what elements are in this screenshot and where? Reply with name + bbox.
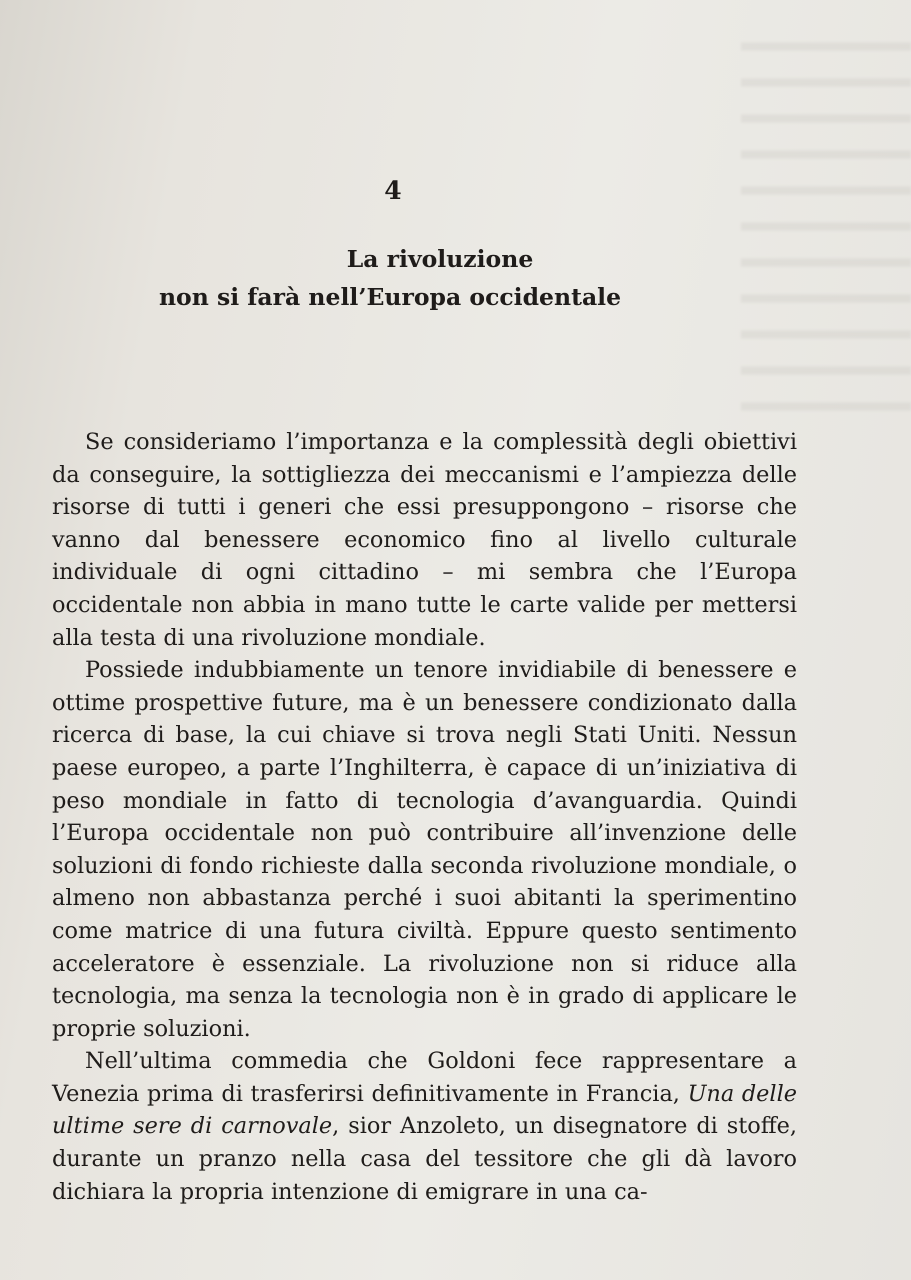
paragraph-2: Possiede indubbiamente un tenore invidiabile di benessere e ottime prospettive future, ma è un benessere condizionato dalla ricerca di base, la cui chiave si trova negli Stati Uniti. Nessun paese europeo, a parte l’Inghilterra, è capace di un’iniziativa di peso mondiale in fatto di tecnologia d’avanguardia. Quindi l’Europa occidentale non può contribuire all’invenzione delle soluzioni di fondo richieste dalla seconda rivoluzione mondiale, o almeno non abbastanza perché i suoi abitanti la sperimentino come matrice di una futura civiltà. Eppure questo sentimento acceleratore è essenziale. La rivoluzione non si riduce alla tecnologia, ma senza la tecnologia non è in grado di applicare le proprie soluzioni. — [52, 657, 797, 1042]
chapter-title-line-2: non si farà nell’Europa occidentale — [158, 283, 622, 311]
paragraph-3-end: , sior Anzoleto, un disegnatore di stoffe, durante un pranzo nella casa del tessitore che gli dà lavoro dichiara la propria intenzione di emigrare in una ca- — [52, 1113, 797, 1205]
chapter-number: 4 — [384, 176, 402, 205]
paragraph-3-start: Nell’ultima commedia che Goldoni fece rappresentare a Venezia prima di trasferirsi definitivamente in Francia, — [52, 1048, 797, 1107]
play-title: Una delle ultime sere di carnovale — [52, 1080, 797, 1140]
paragraph-3 — [52, 1045, 797, 1208]
chapter-title — [120, 240, 660, 316]
paragraph-1: Se consideriamo l’importanza e la complessità degli obiettivi da conseguire, la sottigliezza dei meccanismi e l’ampiezza delle risorse di tutti i generi che essi presuppongono – risorse che vanno dal benessere economico fino al livello culturale individuale di ogni cittadino – mi sembra che l’Europa occidentale non abbia in mano tutte le carte valide per mettersi alla testa di una rivoluzione mondiale. — [52, 429, 797, 651]
chapter-title-line-1: La rivoluzione — [346, 245, 534, 273]
show-through-text — [741, 20, 911, 420]
body-text — [52, 426, 797, 1208]
